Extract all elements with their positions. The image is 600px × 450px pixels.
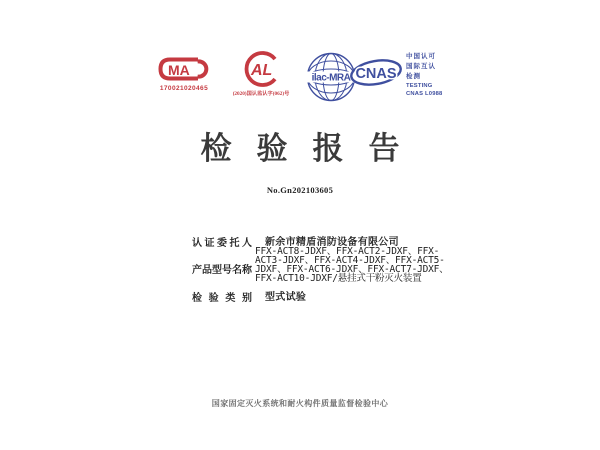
cnas-logo-icon xyxy=(349,57,403,88)
field-value-inspection-category: 型式试验 xyxy=(265,292,307,303)
cnas-caption-line: CNAS L0988 xyxy=(406,91,443,97)
cma-mark-icon xyxy=(157,56,211,82)
model-line: FFX-ACT8-JDXF、FFX-ACT2-JDXF、FFX- xyxy=(255,246,440,257)
model-line: FFX-ACT10-JDXF/悬挂式干粉灭火装置 xyxy=(255,272,422,284)
ilac-mra-text: ilac-MRA xyxy=(311,72,351,84)
cal-mark-icon xyxy=(238,51,284,87)
inspection-center-name: 国家固定灭火系统和耐火构件质量监督检验中心 xyxy=(211,399,389,408)
cma-mark-text: MA xyxy=(168,62,190,78)
cnas-caption xyxy=(406,52,468,98)
cnas-caption-line: TESTING xyxy=(406,83,433,89)
cma-license-number: 170021020465 xyxy=(159,85,209,92)
cnas-mark-text: CNAS xyxy=(355,66,397,82)
cnas-caption-line: 国际互认 xyxy=(406,63,436,70)
cal-logo xyxy=(226,51,296,97)
cnas-caption-line: 中国认可 xyxy=(406,53,436,60)
field-label-inspection-category: 检验类别 xyxy=(192,293,252,304)
report-number: No.Gn202103605 xyxy=(266,185,334,195)
field-value-product-model xyxy=(255,248,449,284)
report-title: 检验报告 xyxy=(200,131,425,166)
field-label-client: 认证委托人 xyxy=(192,238,252,249)
cal-approval-caption: (2020)国认监认字(062)号 xyxy=(232,91,290,97)
cal-mark-text: AL xyxy=(251,62,273,79)
cnas-caption-line: 检测 xyxy=(406,73,421,80)
field-value-client: 新余市精盾消防设备有限公司 xyxy=(265,237,399,248)
cma-logo xyxy=(155,56,213,92)
model-line: JDXF、FFX-ACT6-JDXF、FFX-ACT7-JDXF、 xyxy=(255,263,449,275)
model-line: ACT3-JDXF、FFX-ACT4-JDXF、FFX-ACT5- xyxy=(255,254,445,266)
field-label-product-model: 产品型号名称 xyxy=(192,265,252,276)
